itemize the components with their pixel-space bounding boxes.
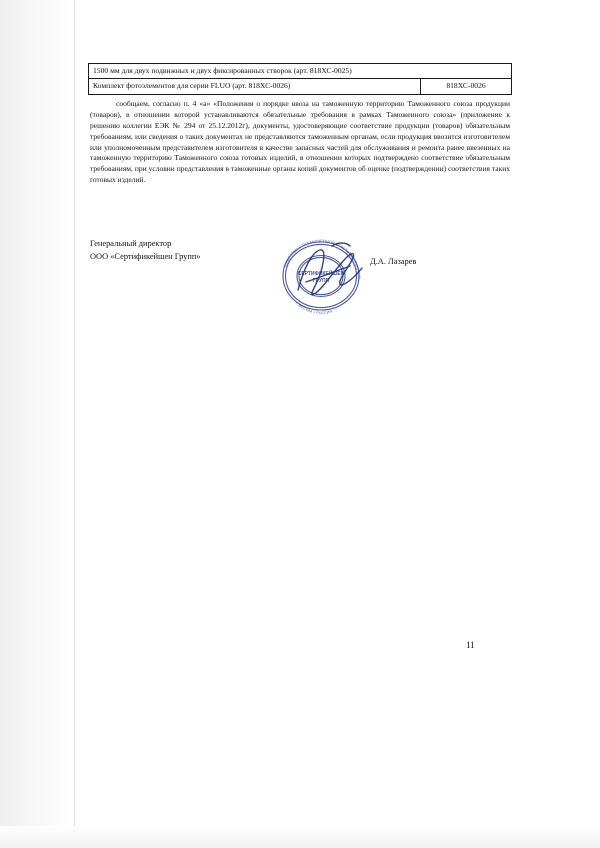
scan-fold-line xyxy=(74,0,75,848)
body-paragraph: сообщаем, согласно п. 4 «а» «Положения о порядке ввоза на таможенную территорию Таможенного союза продукции (товаров), в отношении которой устанавливаются обязательные требования в рамках Таможенного союза» (приложение к решению коллегии ЕЭК № 294 от 25.12.2012г), документы, удостоверяющие соответствие продукции (товаров) обязательным требованиям, или сведения о таких документах не представляются таможенным органам, если продукция ввозится изготовителем или уполномоченным представителем изготовителя в качестве запасных частей для обслуживания и ремонта ранее ввезенных на таможенную территорию Таможенного союза готовых изделий, в отношении которых подтверждено соответствие обязательным требованиям, при условии представления в таможенные органы копий документов об оценке (подтверждении) соответствия таких готовых изделий. xyxy=(90,99,510,185)
page-number: 11 xyxy=(466,640,475,650)
svg-text:ОБЩЕСТВО С ОГРАНИЧЕННОЙ ОТВЕТС: ОБЩЕСТВО С ОГРАНИЧЕННОЙ ОТВЕТСТВЕННОСТЬЮ xyxy=(282,238,362,280)
table-cell-description: 1500 мм для двух подвижных и двух фиксированных створок (арт. 818ХС-0025) xyxy=(93,66,352,75)
signer-organization: ООО «Сертификейшен Групп» xyxy=(90,251,201,261)
product-table xyxy=(88,63,512,95)
svg-text:СЕРТИФИКЕЙШЕН: СЕРТИФИКЕЙШЕН xyxy=(297,271,345,277)
table-cell-code: 818ХС-0026 xyxy=(420,79,511,93)
company-stamp-icon xyxy=(272,232,370,318)
table-row xyxy=(89,64,511,79)
svg-text:ГРУПП: ГРУПП xyxy=(312,278,330,284)
table-row xyxy=(89,79,511,94)
signer-title: Генеральный директор xyxy=(90,239,172,248)
signer-name: Д.А. Лазарев xyxy=(370,257,417,266)
table-cell-description: Комплект фотоэлементов для серии FLUO (арт. 818ХС-0026) xyxy=(93,81,291,91)
svg-text:г. МОСКВА • РОССИЯ: г. МОСКВА • РОССИЯ xyxy=(294,300,333,316)
scan-bottom-edge-shading xyxy=(0,826,600,848)
scan-left-edge-shading xyxy=(0,0,74,848)
